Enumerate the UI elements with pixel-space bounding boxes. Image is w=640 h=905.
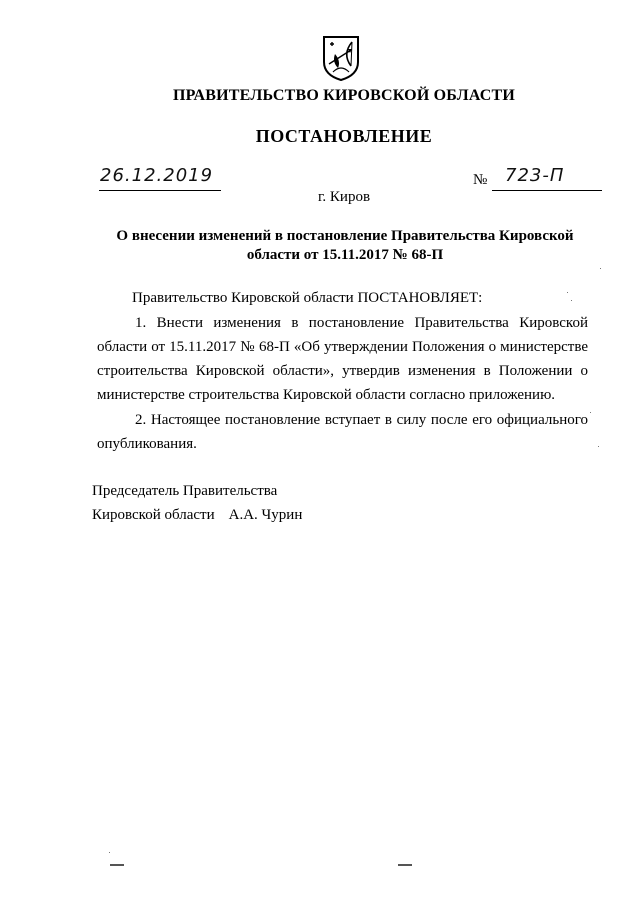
scan-speck	[571, 300, 572, 301]
scan-speck	[567, 292, 568, 293]
scan-speck	[109, 852, 110, 853]
signer-position-line1: Председатель Правительства	[92, 483, 278, 499]
scan-mark	[110, 864, 124, 866]
signer-position-text: Кировской области	[92, 507, 215, 523]
item-2-paragraph: 2. Настоящее постановление вступает в силу после его официального опубликования.	[97, 412, 588, 452]
signer-name: А.А. Чурин	[228, 507, 303, 523]
city: г. Киров	[317, 189, 371, 205]
signature-block	[92, 479, 302, 527]
handwritten-number: 723-П	[505, 165, 565, 186]
document-title: О внесении изменений в постановление Правительства Кировской области от 15.11.2017 № 68-П	[116, 228, 574, 263]
scan-speck	[590, 412, 591, 413]
scan-speck	[600, 268, 601, 269]
document-type: ПОСТАНОВЛЕНИЕ	[255, 126, 433, 146]
signer-position-line2	[92, 503, 302, 527]
item-1-paragraph: 1. Внести изменения в постановление Правительства Кировской области от 15.11.2017 № 68-П «Об утверждении Положения о министерстве строительства Кировской области», утвердив изменения в Положении о министерстве строительства Кировской области согласно приложению.	[97, 315, 588, 403]
scan-speck	[598, 446, 599, 447]
intro-paragraph: Правительство Кировской области ПОСТАНОВЛЯЕТ:	[132, 290, 483, 306]
government-name: ПРАВИТЕЛЬСТВО КИРОВСКОЙ ОБЛАСТИ	[172, 87, 516, 104]
handwritten-date: 26.12.2019	[100, 165, 214, 186]
kirov-coat-of-arms-icon	[321, 34, 361, 82]
scan-mark	[398, 864, 412, 866]
number-sign: №	[473, 172, 488, 188]
